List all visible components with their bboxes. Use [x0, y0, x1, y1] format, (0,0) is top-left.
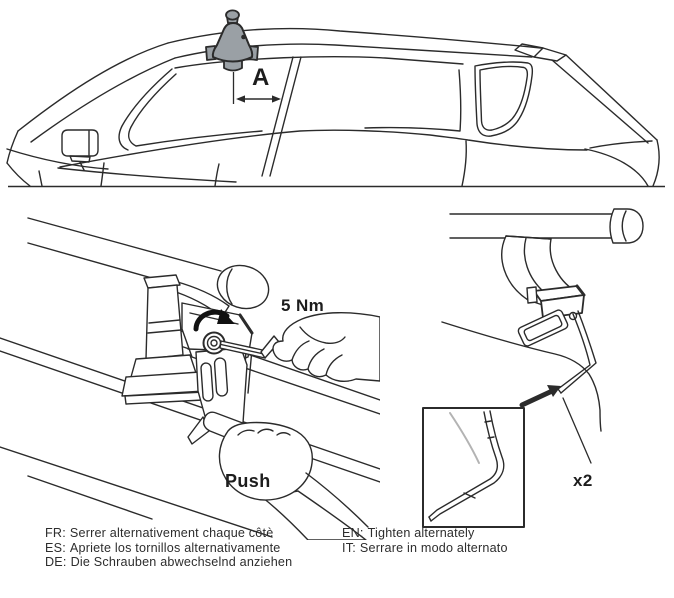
instructions-left-column — [45, 526, 292, 570]
push-label: Push — [225, 471, 271, 491]
foot-bracket-illustration — [380, 195, 674, 540]
car-side-view-illustration — [0, 0, 674, 192]
instruction-text: Tighten alternately — [367, 526, 475, 540]
roof-bar-tightening-illustration — [0, 195, 380, 540]
instruction-text: Serrer alternativement chaque côtè — [69, 526, 274, 540]
instruction-text: Die Schrauben abwechselnd anziehen — [70, 555, 293, 570]
roof-bar-end — [450, 209, 643, 243]
language-code: DE: — [45, 555, 67, 570]
quantity-label: x2 — [573, 471, 593, 490]
language-code: EN: — [342, 526, 364, 540]
instruction-text: Apriete los tornillos alternativamente — [69, 540, 281, 555]
instruction-line-it — [342, 541, 508, 556]
instruction-line-fr — [45, 526, 292, 541]
language-code: IT: — [342, 540, 356, 555]
language-code: ES: — [45, 540, 66, 555]
instruction-text: Serrare in modo alternato — [359, 540, 508, 555]
inset-detail-box — [423, 408, 524, 527]
instructions-right-column — [342, 526, 508, 555]
torque-label: 5 Nm — [281, 296, 325, 315]
callout-arrow — [522, 385, 561, 405]
instruction-line-es — [45, 541, 292, 556]
roof-foot-front-view — [206, 10, 258, 70]
leader-line — [563, 398, 591, 463]
support-foot — [502, 236, 584, 347]
car-outline — [7, 29, 659, 186]
dimension-a-label: A — [252, 64, 270, 91]
language-code: FR: — [45, 526, 66, 540]
instruction-line-en — [342, 526, 508, 541]
instruction-line-de — [45, 555, 292, 570]
gripping-hand — [273, 313, 380, 382]
